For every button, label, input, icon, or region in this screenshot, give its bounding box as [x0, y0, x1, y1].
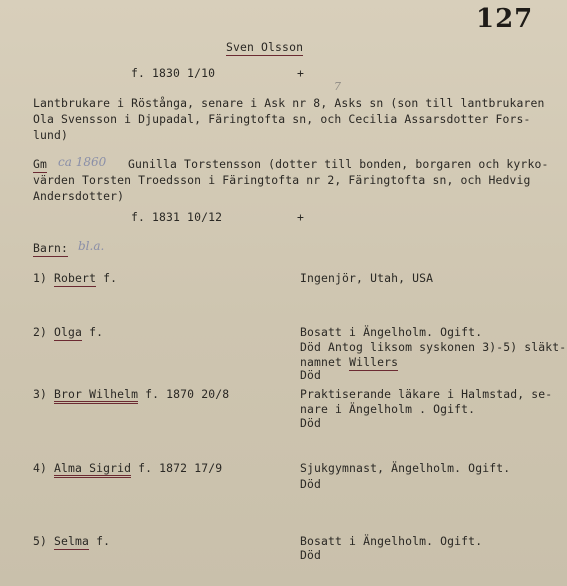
child-3-info-2: nare i Ängelholm . Ogift. [300, 402, 476, 416]
person-name-text: Sven Olsson [226, 40, 304, 54]
child-name: Olga [54, 325, 83, 339]
child-4-info-2: Död [300, 477, 322, 491]
child-birth: f. [96, 271, 118, 285]
child-5-info-2: Död [300, 548, 322, 562]
bio-line-2: Ola Svensson i Djupadal, Färingtofta sn, och Cecilia Assarsdotter Fors- [33, 112, 531, 126]
child-number: 5) [33, 534, 48, 548]
child-2-info-2: Död Antog liksom syskonen 3)-5) släkt- [300, 340, 567, 354]
child-4-info-1: Sjukgymnast, Ängelholm. Ogift. [300, 461, 511, 475]
death-cross-mark: + [297, 66, 305, 80]
bio-line-3: lund) [33, 128, 69, 142]
child-birth: f. [82, 325, 104, 339]
child-row-2 [33, 325, 103, 340]
gm-label [33, 157, 47, 172]
page-number: 127 [476, 4, 534, 34]
gm-handwritten-date: ca 1860 [58, 155, 107, 169]
children-label-text: Barn: [33, 241, 69, 255]
child-5-info-1: Bosatt i Ängelholm. Ogift. [300, 534, 483, 548]
child-birth: f. 1870 20/8 [138, 387, 230, 401]
child-name: Selma [54, 534, 90, 548]
bio-line-1: Lantbrukare i Röstånga, senare i Ask nr 8, Asks sn (son till lantbrukaren [33, 96, 545, 110]
pencil-note: 7 [334, 80, 341, 93]
child-2-info-1: Bosatt i Ängelholm. Ogift. [300, 325, 483, 339]
child-1-info-1: Ingenjör, Utah, USA [300, 271, 434, 285]
child-birth: f. [89, 534, 111, 548]
children-handwritten-note: bl.a. [78, 239, 105, 253]
person-birth: f. 1830 1/10 [131, 66, 216, 80]
spouse-line-3: Andersdotter) [33, 189, 125, 203]
spouse-line-2: värden Torsten Troedsson i Färingtofta nr 2, Färingtofta sn, och Hedvig [33, 173, 531, 187]
child-3-info-1: Praktiserande läkare i Halmstad, se- [300, 387, 553, 401]
child-row-4 [33, 461, 222, 476]
child-row-5 [33, 534, 110, 549]
spouse-line-1: Gunilla Torstensson (dotter till bonden, borgaren och kyrko- [128, 157, 549, 171]
child-row-1 [33, 271, 117, 286]
child-name: Bror Wilhelm [54, 387, 138, 404]
child-2-info-3-underlined: Willers [349, 355, 399, 369]
child-number: 1) [33, 271, 48, 285]
child-name: Robert [54, 271, 97, 285]
child-number: 3) [33, 387, 48, 401]
child-2-info-4: Död [300, 368, 322, 382]
gm-label-text: Gm [33, 157, 48, 171]
person-name [226, 40, 303, 55]
child-3-info-3: Död [300, 416, 322, 430]
spouse-birth: f. 1831 10/12 [131, 210, 223, 224]
spouse-death-mark: + [297, 210, 305, 224]
children-label [33, 241, 68, 256]
child-birth: f. 1872 17/9 [131, 461, 223, 475]
child-2-info-3-text: namnet [300, 355, 350, 369]
child-number: 2) [33, 325, 48, 339]
child-number: 4) [33, 461, 48, 475]
child-row-3 [33, 387, 229, 402]
child-name: Alma Sigrid [54, 461, 131, 478]
